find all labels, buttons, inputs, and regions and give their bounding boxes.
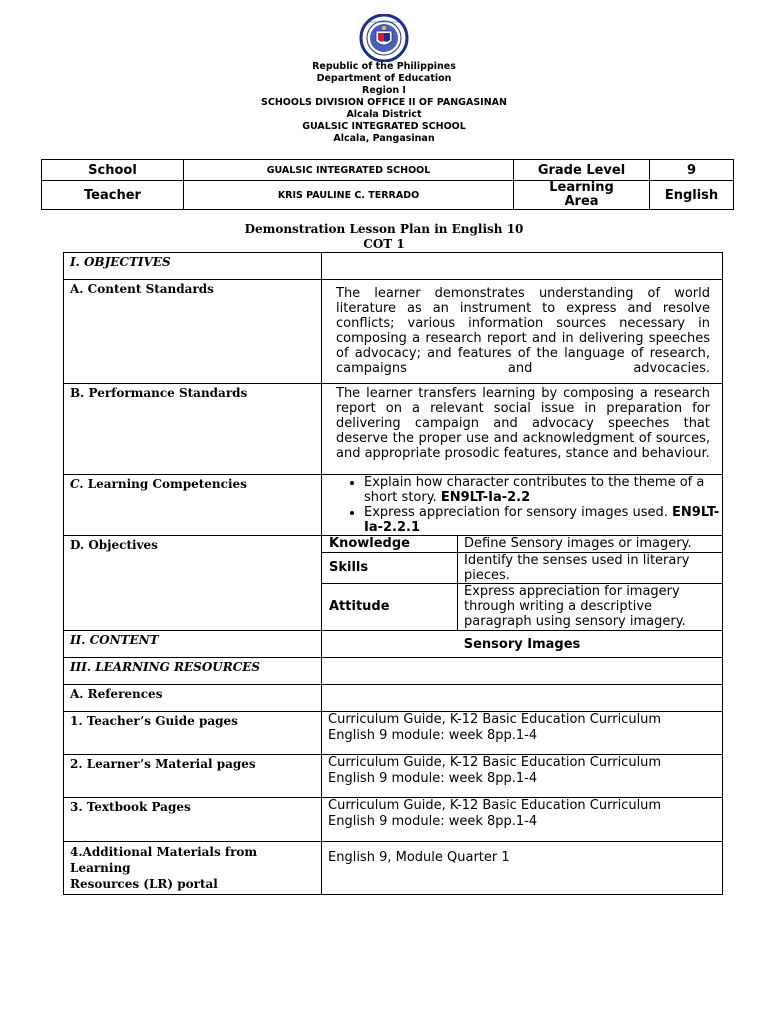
- learners-material-line2: English 9 module: week 8pp.1-4: [328, 771, 538, 786]
- additional-materials-label-line2: Resources (LR) portal: [70, 877, 218, 891]
- content-standards-cell: [322, 280, 723, 384]
- grade-level-label: Grade Level: [514, 160, 650, 181]
- header-line-republic: Republic of the Philippines: [312, 61, 456, 72]
- objective-row: [322, 552, 722, 583]
- teacher-label: Teacher: [42, 181, 184, 210]
- performance-standards-row: [64, 384, 723, 475]
- learning-area-label: [514, 181, 650, 210]
- header-line-division: SCHOOLS DIVISION OFFICE II OF PANGASINAN: [261, 97, 507, 108]
- competency-code: EN9LT-Ia-2.2.1: [364, 505, 720, 535]
- lesson-plan-title: Demonstration Lesson Plan in English 10: [244, 222, 524, 236]
- teachers-guide-cell: [322, 712, 723, 755]
- objective-value-attitude: Express appreciation for imagery through writing a descriptive paragraph using sensory imagery.: [458, 583, 723, 630]
- performance-standards-label: B. Performance Standards: [64, 384, 322, 475]
- textbook-label: 3. Textbook Pages: [64, 798, 322, 842]
- d-objectives-table: [322, 536, 722, 630]
- objectives-empty-cell: [322, 253, 723, 280]
- header-line-school: GUALSIC INTEGRATED SCHOOL: [302, 121, 466, 132]
- content-label: II. CONTENT: [64, 631, 322, 658]
- deped-seal-icon: [351, 14, 417, 62]
- learning-area-label-line2: Area: [564, 194, 599, 209]
- teacher-value: KRIS PAULINE C. TERRADO: [184, 181, 514, 210]
- textbook-cell: [322, 798, 723, 842]
- header-line-region: Region I: [362, 85, 406, 96]
- references-empty-cell: [322, 685, 723, 712]
- learning-resources-empty-cell: [322, 658, 723, 685]
- teachers-guide-line1: Curriculum Guide, K-12 Basic Education Curriculum: [328, 712, 662, 727]
- learning-competencies-label-text: Learning Competencies: [83, 477, 247, 491]
- additional-materials-row: [64, 842, 723, 895]
- school-header: [0, 61, 768, 145]
- learners-material-cell: [322, 755, 723, 798]
- learning-resources-label: III. LEARNING RESOURCES: [64, 658, 322, 685]
- lesson-plan-table: [63, 252, 723, 895]
- competency-code: EN9LT-Ia-2.2: [440, 490, 531, 505]
- competency-text: Express appreciation for sensory images used.: [364, 505, 673, 520]
- d-objectives-cell: [322, 536, 723, 631]
- performance-standards-text: The learner transfers learning by composing a research report on a relevant social issue in preparation for delivering campaign and advocacy speeches that deserve the proper use and acknowledgment of sources, and appropriate prosodic features, stance and behaviour.: [336, 386, 710, 461]
- school-label: School: [42, 160, 184, 181]
- references-label: A. References: [64, 685, 322, 712]
- additional-materials-cell: [322, 842, 723, 895]
- references-row: [64, 685, 723, 712]
- objectives-row: [64, 253, 723, 280]
- content-standards-row: [64, 280, 723, 384]
- learning-competencies-row: [64, 475, 723, 536]
- learning-competencies-letter: C.: [70, 477, 84, 491]
- learners-material-label: 2. Learner’s Material pages: [64, 755, 322, 798]
- content-standards-label: A. Content Standards: [64, 280, 322, 384]
- objective-row: [322, 583, 722, 630]
- objectives-label: I. OBJECTIVES: [64, 253, 322, 280]
- additional-materials-label: [64, 842, 322, 895]
- additional-materials-label-line1: 4.Additional Materials from Learning: [70, 845, 258, 875]
- lesson-plan-subtitle: COT 1: [363, 237, 405, 251]
- competency-item: [364, 475, 722, 505]
- d-objectives-row: [64, 536, 723, 631]
- content-value: Sensory Images: [322, 631, 723, 658]
- learners-material-row: [64, 755, 723, 798]
- performance-standards-cell: [322, 384, 723, 475]
- objective-row: [322, 536, 722, 552]
- competency-item: [364, 505, 722, 535]
- school-value: GUALSIC INTEGRATED SCHOOL: [184, 160, 514, 181]
- content-row: [64, 631, 723, 658]
- header-line-department: Department of Education: [316, 73, 452, 84]
- learning-competencies-cell: [322, 475, 723, 536]
- textbook-line2: English 9 module: week 8pp.1-4: [328, 814, 538, 829]
- objective-key-attitude: Attitude: [322, 583, 458, 630]
- d-objectives-label: D. Objectives: [64, 536, 322, 631]
- objective-value-skills: Identify the senses used in literary pieces.: [458, 552, 723, 583]
- competencies-list: [322, 475, 722, 535]
- teachers-guide-line2: English 9 module: week 8pp.1-4: [328, 728, 538, 743]
- learning-resources-row: [64, 658, 723, 685]
- learners-material-line1: Curriculum Guide, K-12 Basic Education Curriculum: [328, 755, 662, 770]
- objective-key-knowledge: Knowledge: [322, 536, 458, 552]
- objective-key-skills: Skills: [322, 552, 458, 583]
- content-standards-text: The learner demonstrates understanding of world literature as an instrument to express and resolve conflicts; various information sources necessary in composing a research report and in delivering speeches of advocacy; and features of the language of research, campaigns and advocacies.: [336, 286, 710, 376]
- teachers-guide-row: [64, 712, 723, 755]
- objective-value-knowledge: Define Sensory images or imagery.: [464, 536, 692, 552]
- additional-materials-value: English 9, Module Quarter 1: [328, 850, 510, 865]
- textbook-line1: Curriculum Guide, K-12 Basic Education Curriculum: [328, 798, 662, 813]
- school-info-table: [41, 159, 734, 210]
- header-line-district: Alcala District: [346, 109, 422, 120]
- grade-level-value: 9: [650, 160, 734, 181]
- learning-area-value: English: [650, 181, 734, 210]
- learning-competencies-label: [64, 475, 322, 536]
- header-line-address: Alcala, Pangasinan: [333, 133, 435, 144]
- competency-text: Explain how character contributes to the theme of a short story.: [364, 475, 705, 505]
- teachers-guide-label: 1. Teacher’s Guide pages: [64, 712, 322, 755]
- textbook-row: [64, 798, 723, 842]
- learning-area-label-line1: Learning: [549, 180, 614, 195]
